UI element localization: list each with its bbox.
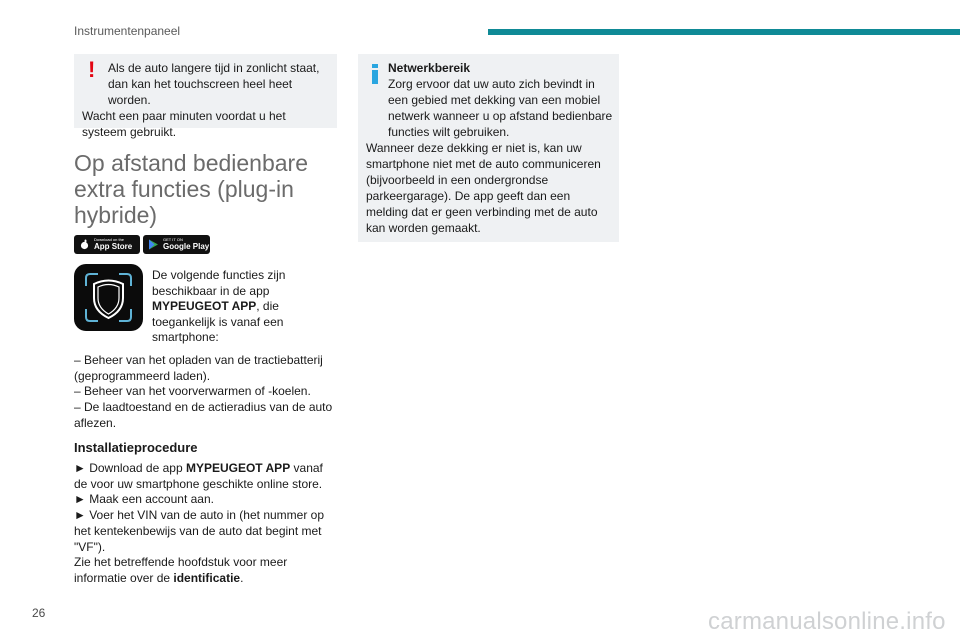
warning-text-line1: Als de auto langere tijd in zonlicht staat, dan kan het touchscreen heel heet worden.: [108, 61, 320, 107]
step1-app-name: MYPEUGEOT APP: [185, 461, 291, 475]
warning-text: [82, 57, 332, 140]
note-post: .: [240, 570, 244, 585]
app-store-label: App Store: [94, 242, 133, 251]
info-box: [358, 54, 619, 242]
info-text-2: Wanneer deze dekking er niet is, kan uw smartphone niet met de auto communiceren (bijvoorbeeld in een ondergrondse parkeergarage). De app geeft dan een melding dat er geen verbinding met de auto kan worden gemaakt.: [366, 141, 601, 235]
feature-item: – Beheer van het voorverwarmen of -koelen.: [74, 384, 311, 399]
google-play-label: Google Play: [163, 242, 210, 251]
step1-pre: ► Download de app: [74, 461, 186, 475]
info-text: [366, 76, 614, 236]
app-store-badge[interactable]: [74, 235, 140, 254]
procedure-heading: Installatieprocedure: [74, 440, 198, 455]
app-store-small-text: Download on the: [94, 237, 125, 242]
app-desc-pre: De volgende functies zijn beschikbaar in de app: [152, 268, 286, 298]
exclamation-icon: !: [88, 57, 96, 82]
procedure-step: [74, 461, 339, 492]
apple-icon: [79, 239, 90, 250]
header-accent-bar: [488, 29, 960, 35]
features-list: [74, 353, 339, 432]
procedure-step: ► Maak een account aan.: [74, 492, 214, 507]
feature-item: – De laadtoestand en de actieradius van de auto aflezen.: [74, 400, 333, 430]
google-play-badge[interactable]: [143, 235, 210, 254]
mypeugeot-app-icon: [74, 264, 143, 331]
step1-post: vanaf de voor uw smartphone geschikte online store.: [74, 461, 323, 491]
watermark: carmanualsonline.info: [708, 608, 946, 635]
running-header: Instrumentenpaneel: [74, 24, 181, 38]
procedure-steps: [74, 461, 339, 587]
app-description: [152, 268, 302, 346]
google-play-icon: [148, 239, 159, 250]
feature-item: – Beheer van het opladen van de tractiebatterij (geprogrammeerd laden).: [74, 353, 323, 383]
info-text-1: Zorg ervoor dat uw auto zich bevindt in een gebied met dekking van een mobiel netwerk wanneer u op afstand bedienbare functies wilt gebruiken.: [388, 77, 613, 139]
warning-text-line2: Wacht een paar minuten voordat u het systeem gebruikt.: [82, 109, 286, 139]
page-number: 26: [32, 606, 46, 620]
info-title: Netwerkbereik: [388, 61, 471, 75]
warning-box: [74, 54, 337, 139]
note-pre: Zie het betreffende hoofdstuk voor meer informatie over de: [74, 555, 288, 585]
shield-icon: [74, 264, 143, 331]
section-title: Op afstand bedienbare extra functies (plug-in hybride): [74, 150, 309, 228]
identification-link[interactable]: identificatie: [173, 570, 241, 585]
app-name: MYPEUGEOT APP: [152, 299, 257, 313]
procedure-note: [74, 555, 339, 586]
app-desc-post: , die toegankelijk is vanaf een smartphone:: [152, 299, 284, 344]
procedure-step: ► Voer het VIN van de auto in (het nummer op het kentekenbewijs van de auto dat begint met "VF").: [74, 508, 325, 554]
google-play-small-text: GET IT ON: [163, 237, 183, 242]
